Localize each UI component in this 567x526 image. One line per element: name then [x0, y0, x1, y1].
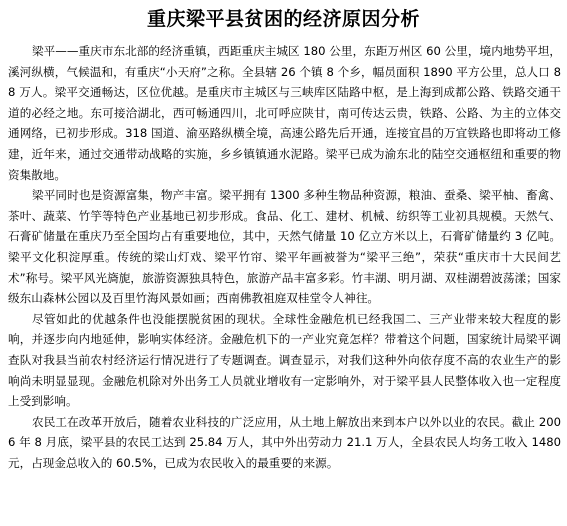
- document-body: [8, 41, 561, 473]
- paragraph-financial-crisis: 尽管如此的优越条件也没能摆脱贫困的现状。全球性金融危机已经我国二、三产业带来较大程度的影响，并逐步向内地延伸，影响实体经济。金融危机下的一产业究竟怎样？带着这个问题，国家统计局梁平调查队对我县当前农村经济运行情况进行了专题调查。调查显示，对我们这种外向依存度不高的农业生产的影响尚未明显显现。金融危机除对外出务工人员就业增收有一定影响外，对于梁平县人民整体收入也一定程度上受到影响。: [8, 311, 561, 409]
- paragraph-location: 梁平——重庆市东北部的经济重镇，西距重庆主城区 180 公里，东距万州区 60 公里，境内地势平坦，溪河纵横，气候温和，有重庆“小天府”之称。全县辖 26 个镇 8 个乡，幅员面积 1890 平方公里，总人口 88 万人。梁平交通畅达，区位优越。是重庆市主城区与三峡库区陆路中枢，是上海到成都公路、铁路交通干道的必经之地。东可接洽湖北，西可畅通四川，北可呼应陕甘，南可传达云贵，铁路、公路、为主的立体交通网络，已初步形成。318 国道、渝巫路纵横全境，高速公路先后开通，连接宜昌的万宜铁路也即将动工修建，近年来，通过交通带动战略的实施，乡乡镇镇通水泥路。梁平已成为渝东北的陆空交通枢纽和重要的物资集散地。: [8, 44, 561, 182]
- paragraph-migrant-workers: 农民工在改革开放后，随着农业科技的广泛应用，从土地上解放出来到本户以外以业的农民。截止 2006 年 8 月底，梁平县的农民工达到 25.84 万人，其中外出劳动力 21.1 万人，全县农民人均务工收入 1480 元，占现金总收入的 60.5%，已成为农民收入的最重要的来源。: [8, 414, 561, 470]
- document-title: 重庆梁平县贫困的经济原因分析: [146, 8, 420, 30]
- paragraph-resources: 梁平同时也是资源富集，物产丰富。梁平拥有 1300 多种生物品种资源，粮油、蚕桑、梁平柚、畜禽、茶叶、蔬菜、竹竽等特色产业基地已初步形成。食品、化工、建材、机械、纺织等工业初具规模。天然气、石膏矿储量在重庆乃至全国均占有重要地位，其中，天然气储量 10 亿立方米以上，石膏矿储量约 3 亿吨。梁平文化积淀厚重。传统的梁山灯戏、梁平竹帘、梁平年画被誉为“梁平三绝”，荣获“重庆市十大民间艺术”称号。梁平风光旖旎，旅游资源独具特色，旅游产品丰富多彩。竹丰湖、明月湖、双桂湖碧波荡漾；国家级东山森林公园以及百里竹海风景如画；西南佛教祖庭双桂堂令人神往。: [8, 188, 561, 306]
